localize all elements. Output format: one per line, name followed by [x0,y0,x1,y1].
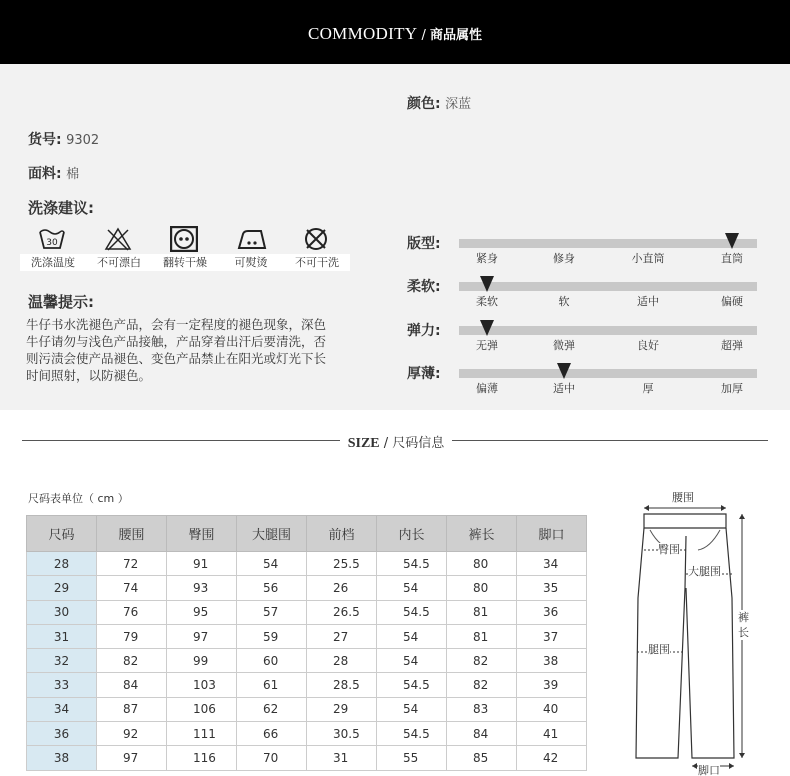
table-cell: 26 [307,576,377,600]
unit-note: 尺码表单位（ cm ） [28,492,129,505]
fit-option: 修身 [553,252,575,265]
header-title-en: COMMODITY [307,24,418,43]
table-row [27,600,587,624]
color-attribute [407,93,471,113]
table-cell: 37 [517,624,587,648]
table-cell: 66 [237,722,307,746]
diagram-hip-label: 臀围 [658,543,680,556]
header-hem: 脚口 [517,516,587,552]
fit-scale-bar [459,239,757,248]
size-title-cn: 尺码信息 [392,436,445,451]
table-cell: 25.5 [307,552,377,576]
header-hip: 臀围 [167,516,237,552]
tip-line: 牛仔请勿与浅色产品接触，产品穿着出汗后要清洗，否 [26,334,327,349]
table-cell: 35 [517,576,587,600]
table-row [27,746,587,770]
table-cell: 76 [97,600,167,624]
wash-icons [20,224,344,272]
table-cell: 57 [237,600,307,624]
size-title-en: SIZE [347,436,380,451]
wash-label: 可熨烫 [218,254,284,271]
wash-label: 翻转干燥 [152,254,218,271]
table-cell: 84 [447,722,517,746]
table-cell: 92 [97,722,167,746]
header-inseam: 内长 [377,516,447,552]
softness-option: 软 [558,295,570,308]
size-title-separator: / [379,436,393,451]
table-cell: 54.5 [377,673,447,697]
thickness-option: 偏薄 [476,382,498,395]
table-cell: 82 [447,649,517,673]
no-dry-clean-icon [302,226,330,252]
table-cell: 36 [517,600,587,624]
table-cell: 34 [517,552,587,576]
table-cell: 80 [447,552,517,576]
cell-size: 30 [27,600,97,624]
fit-option: 小直筒 [631,252,665,265]
elasticity-option: 良好 [637,339,659,352]
table-cell: 41 [517,722,587,746]
tumble-dry-icon [170,226,198,252]
wash-item [20,224,86,272]
wash-label: 洗涤温度 [20,254,86,271]
table-cell: 111 [167,722,237,746]
softness-option: 偏硬 [721,295,743,308]
table-cell: 79 [97,624,167,648]
table-cell: 54 [377,576,447,600]
table-cell: 106 [167,697,237,721]
thickness-option: 厚 [642,382,654,395]
table-cell: 30.5 [307,722,377,746]
table-cell: 85 [447,746,517,770]
fit-scale-label: 版型: [407,236,441,252]
table-cell: 31 [307,746,377,770]
header-waist: 腰围 [97,516,167,552]
table-cell: 54.5 [377,552,447,576]
table-cell: 26.5 [307,600,377,624]
tip-line: 则污渍会使产品褪色、变色产品禁止在阳光或灯光下长 [26,351,327,366]
header-length: 裤长 [447,516,517,552]
table-row [27,624,587,648]
table-cell: 70 [237,746,307,770]
tip-line: 时间照射，以防褪色。 [26,368,152,383]
material-attribute [28,163,79,183]
color-value: 深蓝 [445,97,472,112]
softness-scale-bar [459,282,757,291]
wash-label: 不可漂白 [86,254,152,271]
material-label: 面料: [28,166,62,182]
iron-icon [236,226,268,252]
tip-line: 牛仔书水洗褪色产品，会有一定程度的褪色现象，深色 [26,317,327,332]
wash-item [86,224,152,272]
softness-scale-label: 柔软: [407,279,441,295]
cell-size: 28 [27,552,97,576]
tip-text [26,316,382,384]
table-cell: 82 [447,673,517,697]
wash-item [152,224,218,272]
table-cell: 38 [517,649,587,673]
elasticity-scale-bar [459,326,757,335]
table-cell: 60 [237,649,307,673]
softness-option: 适中 [637,295,659,308]
header-thigh: 大腿围 [237,516,307,552]
table-cell: 97 [167,624,237,648]
diagram-thigh-label: 大腿围 [688,565,721,578]
header-separator: / [417,28,431,43]
softness-option: 柔软 [476,295,498,308]
size-table [26,515,587,771]
table-cell: 72 [97,552,167,576]
table-row [27,697,587,721]
thickness-scale-bar [459,369,757,378]
table-cell: 95 [167,600,237,624]
table-cell: 54 [377,624,447,648]
pants-diagram [630,488,760,776]
wash-title: 洗涤建议: [28,199,94,217]
table-cell: 56 [237,576,307,600]
header-title-cn: 商品属性 [430,28,483,43]
diagram-leg-label: 腿围 [648,643,670,656]
table-cell: 74 [97,576,167,600]
header-size: 尺码 [27,516,97,552]
table-cell: 42 [517,746,587,770]
table-header-row [27,516,587,552]
fit-option: 紧身 [476,252,498,265]
table-cell: 29 [307,697,377,721]
elasticity-option: 微弹 [553,339,575,352]
table-cell: 91 [167,552,237,576]
table-cell: 103 [167,673,237,697]
item-no-value: 9302 [66,133,100,148]
fit-option: 直筒 [721,252,743,265]
table-cell: 28 [307,649,377,673]
table-row [27,649,587,673]
table-cell: 93 [167,576,237,600]
cell-size: 32 [27,649,97,673]
thickness-option: 加厚 [721,382,743,395]
table-cell: 54.5 [377,600,447,624]
cell-size: 33 [27,673,97,697]
elasticity-scale [407,320,759,360]
table-cell: 82 [97,649,167,673]
table-cell: 62 [237,697,307,721]
color-label: 颜色: [407,96,441,112]
table-row [27,722,587,746]
table-cell: 59 [237,624,307,648]
no-bleach-icon [104,226,132,252]
svg-text:30: 30 [46,238,58,248]
wash-30-icon [38,226,66,252]
fit-scale [407,233,759,273]
table-cell: 83 [447,697,517,721]
table-cell: 54 [377,649,447,673]
table-cell: 116 [167,746,237,770]
table-cell: 27 [307,624,377,648]
table-cell: 40 [517,697,587,721]
wash-label: 不可干洗 [284,254,350,271]
size-divider-right [452,440,768,441]
thickness-scale [407,363,759,403]
material-value: 棉 [66,167,80,182]
table-cell: 99 [167,649,237,673]
table-cell: 54.5 [377,722,447,746]
thickness-scale-marker [557,363,571,379]
table-row [27,673,587,697]
table-cell: 54 [377,697,447,721]
softness-scale [407,276,759,316]
header-rise: 前档 [307,516,377,552]
size-divider-left [22,440,340,441]
thickness-option: 适中 [553,382,575,395]
cell-size: 38 [27,746,97,770]
diagram-waist-label: 腰围 [672,491,694,504]
table-cell: 28.5 [307,673,377,697]
wash-item [284,224,350,272]
item-no-attribute [28,129,99,149]
fit-scale-marker [725,233,739,249]
elasticity-scale-label: 弹力: [407,323,441,339]
table-cell: 80 [447,576,517,600]
softness-scale-marker [480,276,494,292]
table-row [27,576,587,600]
table-cell: 61 [237,673,307,697]
elasticity-scale-marker [480,320,494,336]
cell-size: 31 [27,624,97,648]
thickness-scale-label: 厚薄: [407,366,441,382]
elasticity-option: 无弹 [476,339,498,352]
diagram-hem-label: 脚口 [698,764,720,776]
wash-item [218,224,284,272]
table-cell: 87 [97,697,167,721]
table-cell: 55 [377,746,447,770]
commodity-header [0,0,790,64]
diagram-length-label: 裤长 [738,610,752,640]
table-cell: 81 [447,600,517,624]
table-cell: 81 [447,624,517,648]
elasticity-option: 超弹 [721,339,743,352]
cell-size: 34 [27,697,97,721]
item-no-label: 货号: [28,132,62,148]
table-cell: 39 [517,673,587,697]
table-cell: 84 [97,673,167,697]
table-cell: 97 [97,746,167,770]
cell-size: 36 [27,722,97,746]
table-cell: 54 [237,552,307,576]
table-row [27,552,587,576]
size-section-title [336,432,456,452]
cell-size: 29 [27,576,97,600]
tip-title: 温馨提示: [28,293,94,311]
